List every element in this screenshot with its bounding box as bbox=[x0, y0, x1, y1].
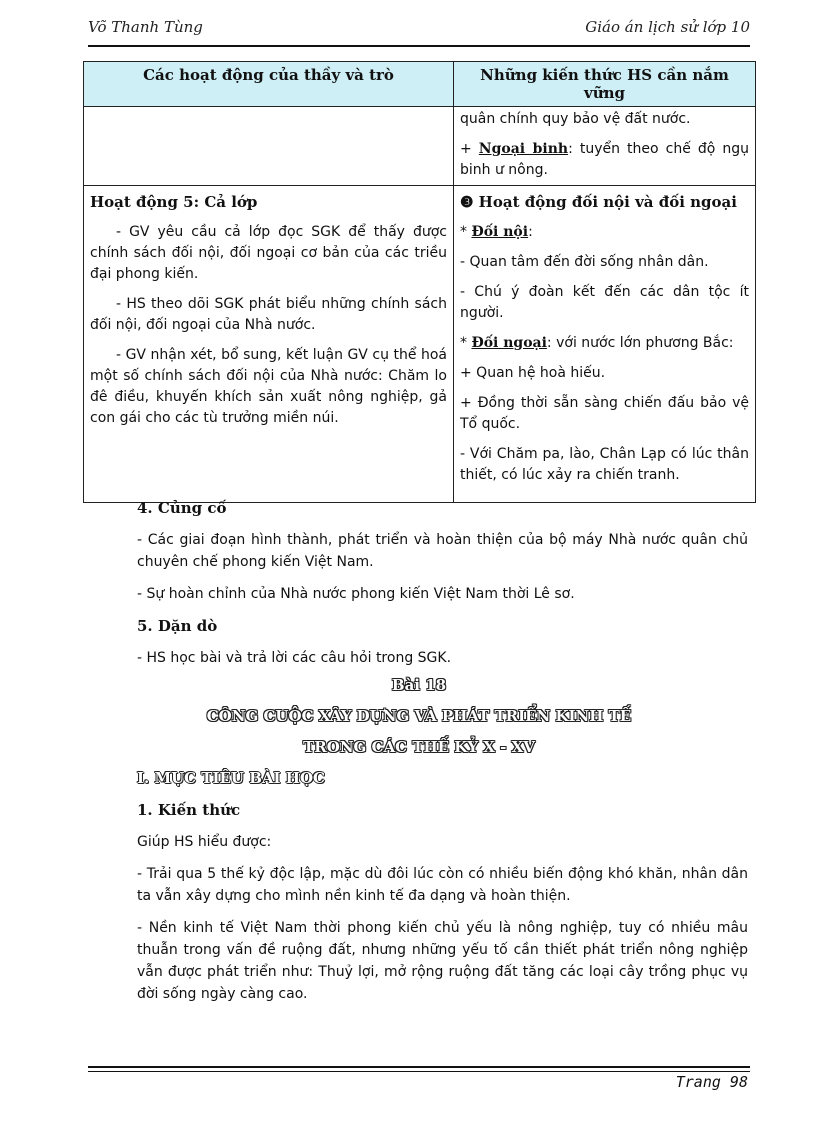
page-header bbox=[88, 14, 750, 40]
lesson-number: Bài 18 bbox=[391, 676, 447, 694]
table-row bbox=[84, 186, 756, 503]
lesson-body bbox=[137, 799, 748, 1005]
doi-noi-heading: * Đối nội: bbox=[460, 224, 533, 240]
footer-rule bbox=[88, 1066, 750, 1068]
table-header-knowledge: Những kiến thức HS cần nắm vững bbox=[454, 62, 756, 107]
lesson-title-line1: CÔNG CUỘC XÂY DỰNG VÀ PHÁT TRIỂN KINH TẾ bbox=[206, 707, 632, 725]
activity-paragraph: - HS theo dõi SGK phát biểu những chính sách đối nội, đối ngoại của Nhà nước. bbox=[90, 296, 447, 333]
cung-co-paragraph: - Các giai đoạn hình thành, phát triển và hoàn thiện của bộ máy Nhà nước quân chủ chuyên chế phong kiến Việt Nam. bbox=[137, 532, 748, 570]
doi-ngoai-label: Đối ngoại bbox=[471, 335, 547, 351]
header-rule bbox=[88, 45, 750, 47]
ngoai-binh-paragraph: + Ngoại binh: tuyển theo chế độ ngụ binh ư nông. bbox=[460, 141, 749, 178]
lesson-title-line2: TRONG CÁC THẾ KỶ X - XV bbox=[303, 738, 535, 756]
knowledge-paragraph: - Với Chăm pa, lào, Chân Lạp có lúc thân thiết, có lúc xảy ra chiến tranh. bbox=[460, 446, 749, 483]
header-author: Võ Thanh Tùng bbox=[88, 18, 203, 36]
row1-right-cell bbox=[454, 107, 756, 186]
ngoai-binh-label: Ngoại binh bbox=[478, 141, 569, 157]
row2-right-cell bbox=[454, 186, 756, 503]
table-row bbox=[84, 107, 756, 186]
cung-co-section bbox=[137, 497, 748, 669]
page-number: Trang 98 bbox=[675, 1073, 748, 1091]
header-course: Giáo án lịch sử lớp 10 bbox=[585, 18, 750, 36]
doi-ngoai-heading: * Đối ngoại: với nước lớn phương Bắc: bbox=[460, 335, 734, 351]
row1-text: quân chính quy bảo vệ đất nước. bbox=[460, 111, 691, 127]
doi-noi-label: Đối nội bbox=[471, 224, 529, 240]
knowledge-paragraph: + Quan hệ hoà hiếu. bbox=[460, 365, 606, 381]
sub-heading: 1. Kiến thức bbox=[137, 801, 241, 819]
cung-co-heading: 4. Củng cố bbox=[137, 499, 227, 517]
activity-paragraph: - GV yêu cầu cả lớp đọc SGK để thấy được chính sách đối nội, đối ngoại cơ bản của các triều đại phong kiến. bbox=[90, 224, 447, 282]
dan-do-heading: 5. Dặn dò bbox=[137, 617, 218, 635]
body-paragraph: - Trải qua 5 thế kỷ độc lập, mặc dù đôi lúc còn có nhiều biến động khó khăn, nhân dân ta vẫn xây dựng cho mình nền kinh tế đa dạng và hoàn thiện. bbox=[137, 866, 748, 904]
table-header-activities: Các hoạt động của thầy và trò bbox=[84, 62, 454, 107]
knowledge-paragraph: + Đồng thời sẵn sàng chiến đấu bảo vệ Tổ quốc. bbox=[460, 395, 749, 432]
activity-title: Hoạt động 5: Cả lớp bbox=[90, 193, 258, 211]
dan-do-paragraph: - HS học bài và trả lời các câu hỏi trong SGK. bbox=[137, 650, 452, 666]
knowledge-paragraph: - Chú ý đoàn kết đến các dân tộc ít người. bbox=[460, 284, 749, 321]
body-paragraph: - Nền kinh tế Việt Nam thời phong kiến chủ yếu là nông nghiệp, tuy có nhiều mâu thuẫn trong vấn đề ruộng đất, nhưng những yếu tố cần thiết phát triển nông nghiệp vẫn được phát triển như: Thuỷ lợi, mở rộng ruộng đất tăng các loại cây trồng phục vụ đời sống ngày càng cao. bbox=[137, 920, 748, 1002]
knowledge-title: ❸ Hoạt động đối nội và đối ngoại bbox=[460, 193, 737, 211]
intro-paragraph: Giúp HS hiểu được: bbox=[137, 834, 272, 850]
cung-co-paragraph: - Sự hoàn chỉnh của Nhà nước phong kiến Việt Nam thời Lê sơ. bbox=[137, 586, 575, 602]
knowledge-paragraph: - Quan tâm đến đời sống nhân dân. bbox=[460, 254, 709, 270]
section-heading: I. MỤC TIÊU BÀI HỌC bbox=[137, 769, 325, 787]
row1-left-cell bbox=[84, 107, 454, 186]
lesson-table bbox=[83, 61, 756, 503]
activity-paragraph: - GV nhận xét, bổ sung, kết luận GV cụ thể hoá một số chính sách đối nội của Nhà nước: Chăm lo đê điều, khuyến khích sản xuất nông nghiệp, gả con gái cho các tù trưởng miền núi. bbox=[90, 347, 447, 426]
row2-left-cell bbox=[84, 186, 454, 503]
footer-rule-thin bbox=[88, 1071, 750, 1072]
